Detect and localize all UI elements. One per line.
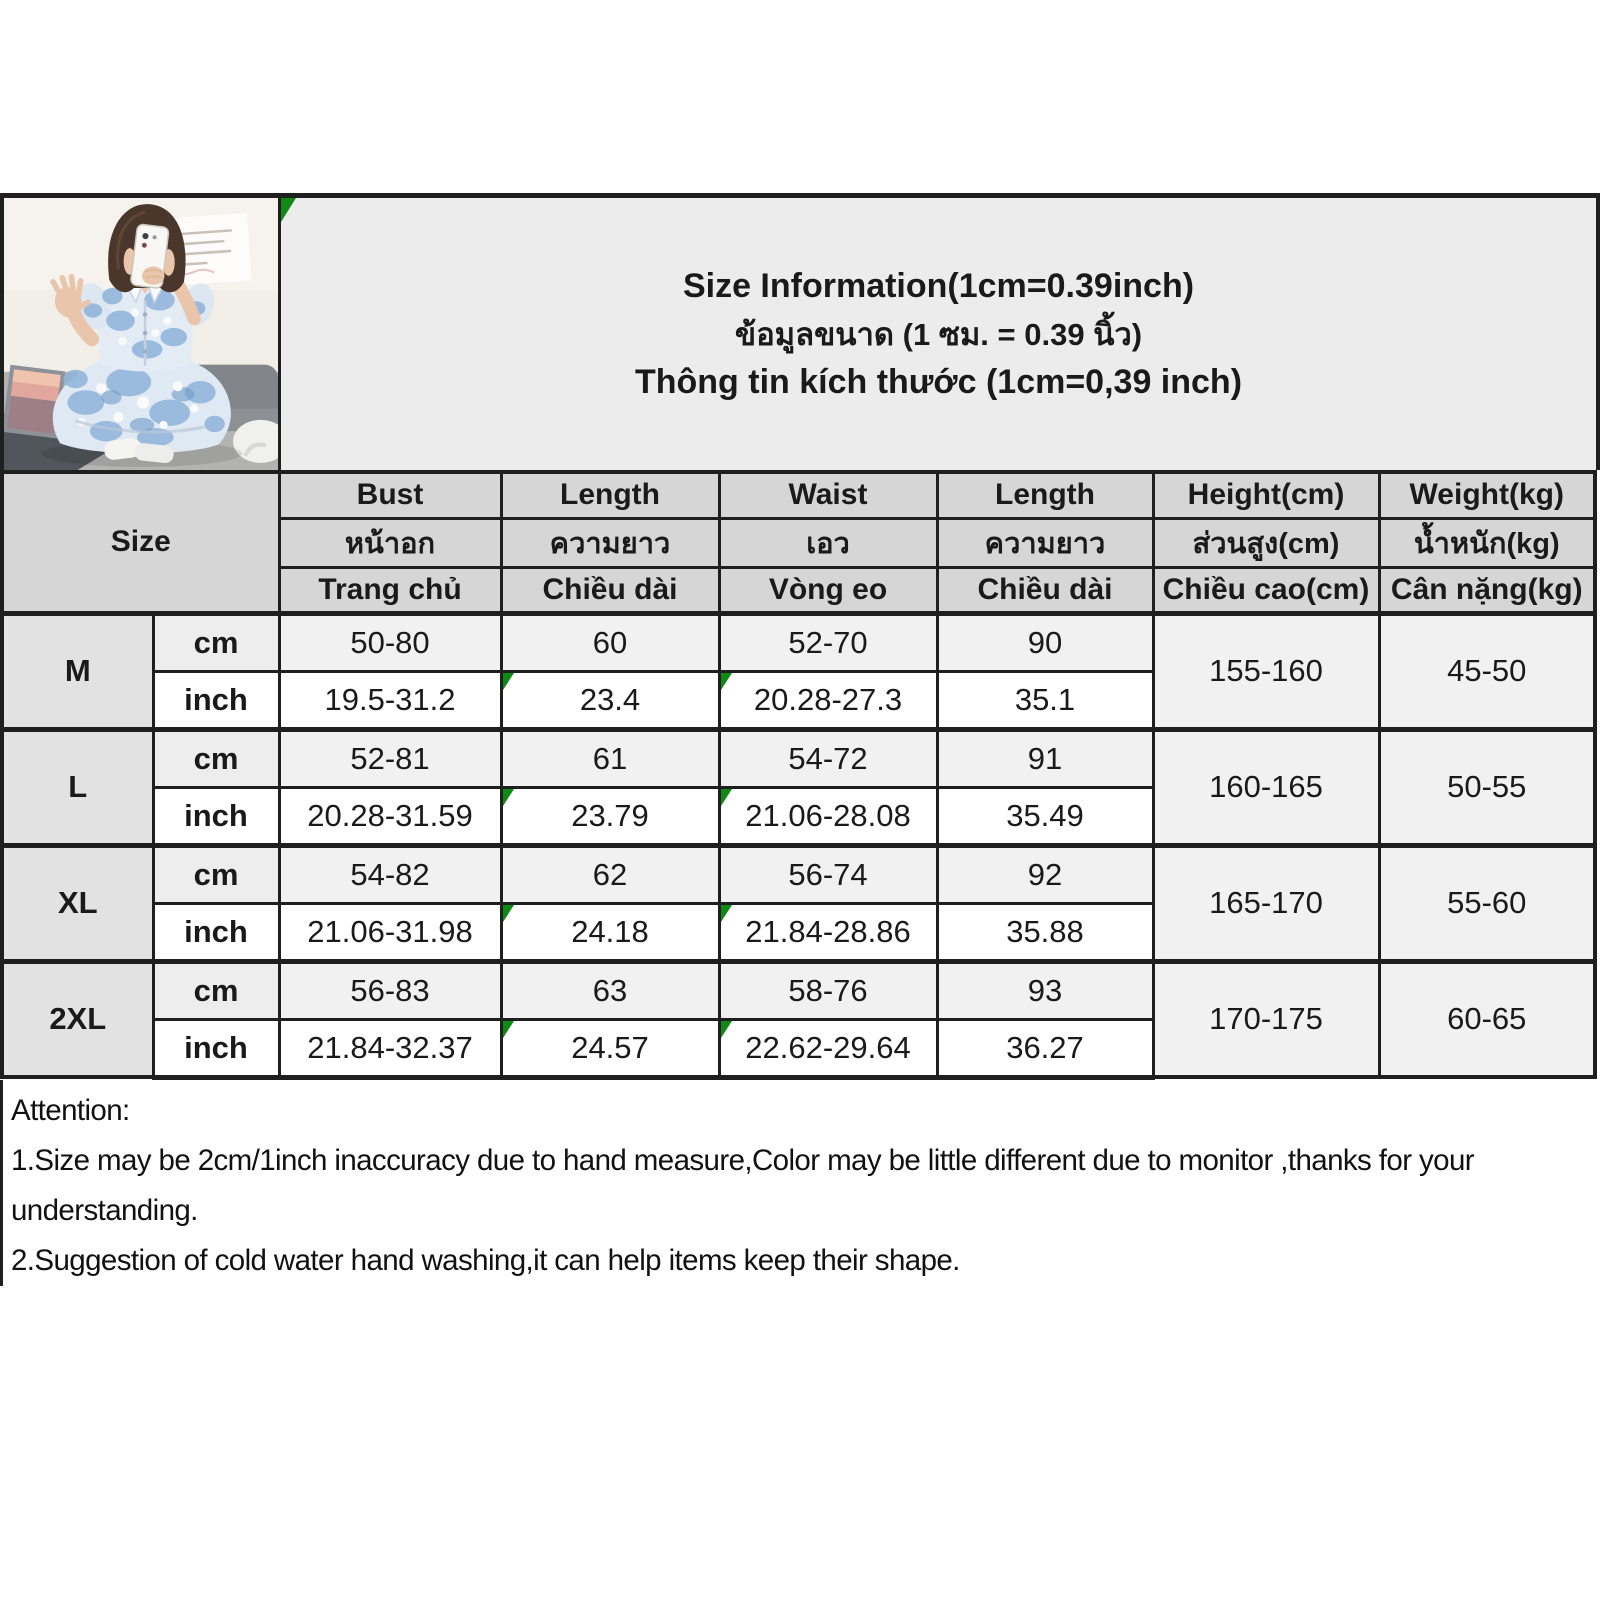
size-cell-l: L [2,729,153,845]
table-row-l-cm [2,729,1595,787]
value-cell: 60 [501,613,719,671]
table-row-xl-cm [2,845,1595,903]
value-cell: 92 [937,845,1153,903]
value-cell: 56-74 [719,845,937,903]
unit-cell-inch: inch [153,787,279,845]
value-cell: 56-83 [279,961,501,1019]
value-cell: 20.28-31.59 [279,787,501,845]
header-row-english [2,472,1595,518]
column-header-weight-th: น้ำหนัก(kg) [1379,518,1595,567]
attention-title: Attention: [11,1093,130,1127]
column-header-bust-vi: Trang chủ [279,567,501,613]
attention-line-2: 2.Suggestion of cold water hand washing,it can help items keep their shape. [11,1243,960,1277]
value-cell: 54-72 [719,729,937,787]
unit-cell-cm: cm [153,729,279,787]
column-header-height-vi: Chiều cao(cm) [1153,567,1379,613]
green-corner-marker-icon [281,198,296,222]
column-header-bust-th: หน้าอก [279,518,501,567]
attention-line-1: 1.Size may be 2cm/1inch inaccuracy due to hand measure,Color may be little different due to monitor ,thanks for your understanding. [11,1143,1475,1227]
value-cell: 35.49 [937,787,1153,845]
column-header-weight-en: Weight(kg) [1379,472,1595,518]
weight-cell: 45-50 [1379,613,1595,729]
height-cell: 165-170 [1153,845,1379,961]
height-cell: 155-160 [1153,613,1379,729]
product-photo [4,198,281,470]
column-header-pant-length-th: ความยาว [937,518,1153,567]
size-cell-2xl: 2XL [2,961,153,1077]
attention-notes [0,1080,1600,1286]
size-info-title-box [281,198,1596,470]
title-thai: ข้อมูลขนาด (1 ซม. = 0.39 นิ้ว) [734,316,1143,352]
value-cell: 91 [937,729,1153,787]
value-cell: 52-81 [279,729,501,787]
value-cell: 90 [937,613,1153,671]
weight-cell: 50-55 [1379,729,1595,845]
column-header-top-length-en: Length [501,472,719,518]
value-cell: 58-76 [719,961,937,1019]
column-header-waist-en: Waist [719,472,937,518]
unit-cell-cm: cm [153,961,279,1019]
value-cell: 50-80 [279,613,501,671]
value-cell: 62 [501,845,719,903]
value-cell: 20.28-27.3 [719,671,937,729]
value-cell: 23.4 [501,671,719,729]
weight-cell: 55-60 [1379,845,1595,961]
column-header-bust-en: Bust [279,472,501,518]
height-cell: 160-165 [1153,729,1379,845]
value-cell: 35.88 [937,903,1153,961]
value-cell: 61 [501,729,719,787]
value-cell: 54-82 [279,845,501,903]
value-cell: 21.84-32.37 [279,1019,501,1077]
value-cell: 63 [501,961,719,1019]
size-table [0,470,1597,1080]
column-header-pant-length-en: Length [937,472,1153,518]
weight-cell: 60-65 [1379,961,1595,1077]
unit-cell-inch: inch [153,1019,279,1077]
unit-cell-inch: inch [153,671,279,729]
header-block [0,193,1600,470]
table-row-2xl-cm [2,961,1595,1019]
value-cell: 24.57 [501,1019,719,1077]
column-header-waist-th: เอว [719,518,937,567]
value-cell: 21.84-28.86 [719,903,937,961]
value-cell: 35.1 [937,671,1153,729]
value-cell: 24.18 [501,903,719,961]
size-cell-xl: XL [2,845,153,961]
title-english: Size Information(1cm=0.39inch) [682,266,1195,305]
column-header-top-length-vi: Chiều dài [501,567,719,613]
value-cell: 21.06-31.98 [279,903,501,961]
value-cell: 22.62-29.64 [719,1019,937,1077]
unit-cell-cm: cm [153,613,279,671]
unit-cell-inch: inch [153,903,279,961]
height-cell: 170-175 [1153,961,1379,1077]
value-cell: 19.5-31.2 [279,671,501,729]
column-header-pant-length-vi: Chiều dài [937,567,1153,613]
size-chart-sheet [0,193,1600,1286]
unit-cell-cm: cm [153,845,279,903]
product-photo-illustration [4,198,278,470]
value-cell: 36.27 [937,1019,1153,1077]
column-header-top-length-th: ความยาว [501,518,719,567]
column-header-height-th: ส่วนสูง(cm) [1153,518,1379,567]
value-cell: 21.06-28.08 [719,787,937,845]
value-cell: 52-70 [719,613,937,671]
column-header-height-en: Height(cm) [1153,472,1379,518]
column-header-weight-vi: Cân nặng(kg) [1379,567,1595,613]
size-cell-m: M [2,613,153,729]
table-row-m-cm [2,613,1595,671]
value-cell: 23.79 [501,787,719,845]
value-cell: 93 [937,961,1153,1019]
column-header-waist-vi: Vòng eo [719,567,937,613]
size-header-cell: Size [2,472,279,613]
title-vietnamese: Thông tin kích thước (1cm=0,39 inch) [634,362,1243,401]
